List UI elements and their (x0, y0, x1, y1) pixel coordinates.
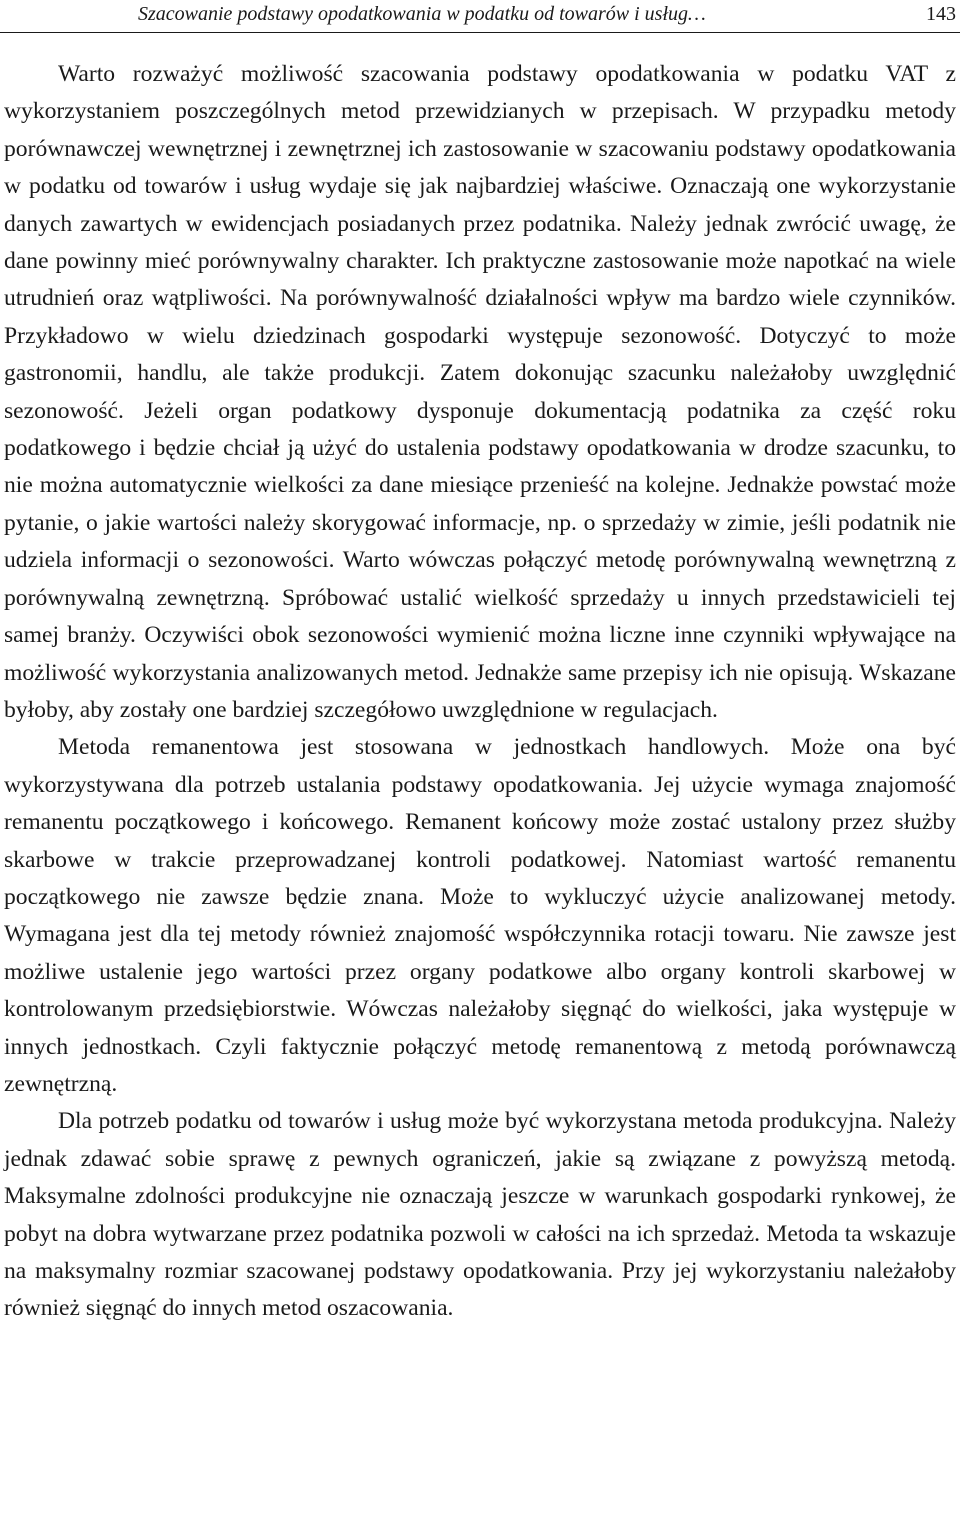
page-number: 143 (926, 3, 956, 25)
paragraph-seasonality: Warto rozważyć możliwość szacowania podstawy opodatkowania w podatku VAT z wykorzystaniem poszczególnych metod przewidzianych w przepisach. W przypadku metody porównawczej wewnętrznej i zewnętrznej ich zastosowanie w szacowaniu podstawy opodatkowania w podatku od towarów i usług wydaje się jak najbardziej właściwe. Oznaczają one wykorzystanie danych zawartych w ewidencjach posiadanych przez podatnika. Należy jednak zwrócić uwagę, że dane powinny mieć porównywalny charakter. Ich praktyczne zastosowanie może napotkać na wiele utrudnień oraz wątpliwości. Na porównywalność działalności wpływ ma bardzo wiele czynników. Przykładowo w wielu dziedzinach gospodarki występuje sezonowość. Dotyczyć to może gastronomii, handlu, ale także produkcji. Zatem dokonując szacunku należałoby uwzględnić sezonowość. Jeżeli organ podatkowy dysponuje dokumentacją podatnika za część roku podatkowego i będzie chciał ją użyć do ustalenia podstawy opodatkowania w drodze szacunku, to nie można automatycznie wielkości za dane miesiące przenieść na kolejne. Jednakże powstać może pytanie, o jakie wartości należy skorygować informacje, np. o sprzedaży w zimie, jeśli podatnik nie udziela informacji o sezonowości. Warto wówczas połączyć metodę porównywalną wewnętrzną z porównywalną zewnętrzną. Spróbować ustalić wielkość sprzedaży u innych przedstawicieli tej samej branży. Oczywiści obok sezonowości wymienić można liczne inne czynniki wpływające na możliwość wykorzystania analizowanych metod. Jednakże same przepisy ich nie opisują. Wskazane byłoby, aby zostały one bardziej szczegółowo uwzględnione w regulacjach. (4, 61, 956, 723)
paragraph-production-method: Dla potrzeb podatku od towarów i usług może być wykorzystana metoda produkcyjna. Należy jednak zdawać sobie sprawę z pewnych ograniczeń, jakie są związane z powyższą metodą. Maksymalne zdolności produkcyjne nie oznaczają jeszcze w warunkach gospodarki rynkowej, że pobyt na dobra wytwarzane przez podatnika pozwoli w całości na ich sprzedaż. Metoda ta wskazuje na maksymalny rozmiar szacowanej podstawy opodatkowania. Przy jej wykorzystaniu należałoby również sięgnąć do innych metod oszacowania. (4, 1108, 956, 1322)
paragraph-inventory-method: Metoda remanentowa jest stosowana w jednostkach handlowych. Może ona być wykorzystywana dla potrzeb ustalania podstawy opodatkowania. Jej użycie wymaga znajomość remanentu początkowego i końcowego. Remanent końcowy może zostać ustalony przez służby skarbowe w trakcie przeprowadzanej kontroli podatkowej. Natomiast wartość remanentu początkowego nie zawsze będzie znana. Może to wykluczyć użycie analizowanej metody. Wymagana jest dla tej metody również znajomość współczynnika rotacji towaru. Nie zawsze jest możliwe ustalenie jego wartości przez organy podatkowe albo organy kontroli skarbowej w kontrolowanym przedsiębiorstwie. Wówczas należałoby sięgnąć do wielkości, jaka występuje w innych jednostkach. Czyli faktycznie połączyć metodę remanentową z metodą porównawczą zewnętrzną. (4, 734, 956, 1097)
body-text (4, 56, 956, 1328)
running-title: Szacowanie podstawy opodatkowania w podatku od towarów i usług… (138, 3, 706, 25)
running-header (0, 0, 960, 33)
